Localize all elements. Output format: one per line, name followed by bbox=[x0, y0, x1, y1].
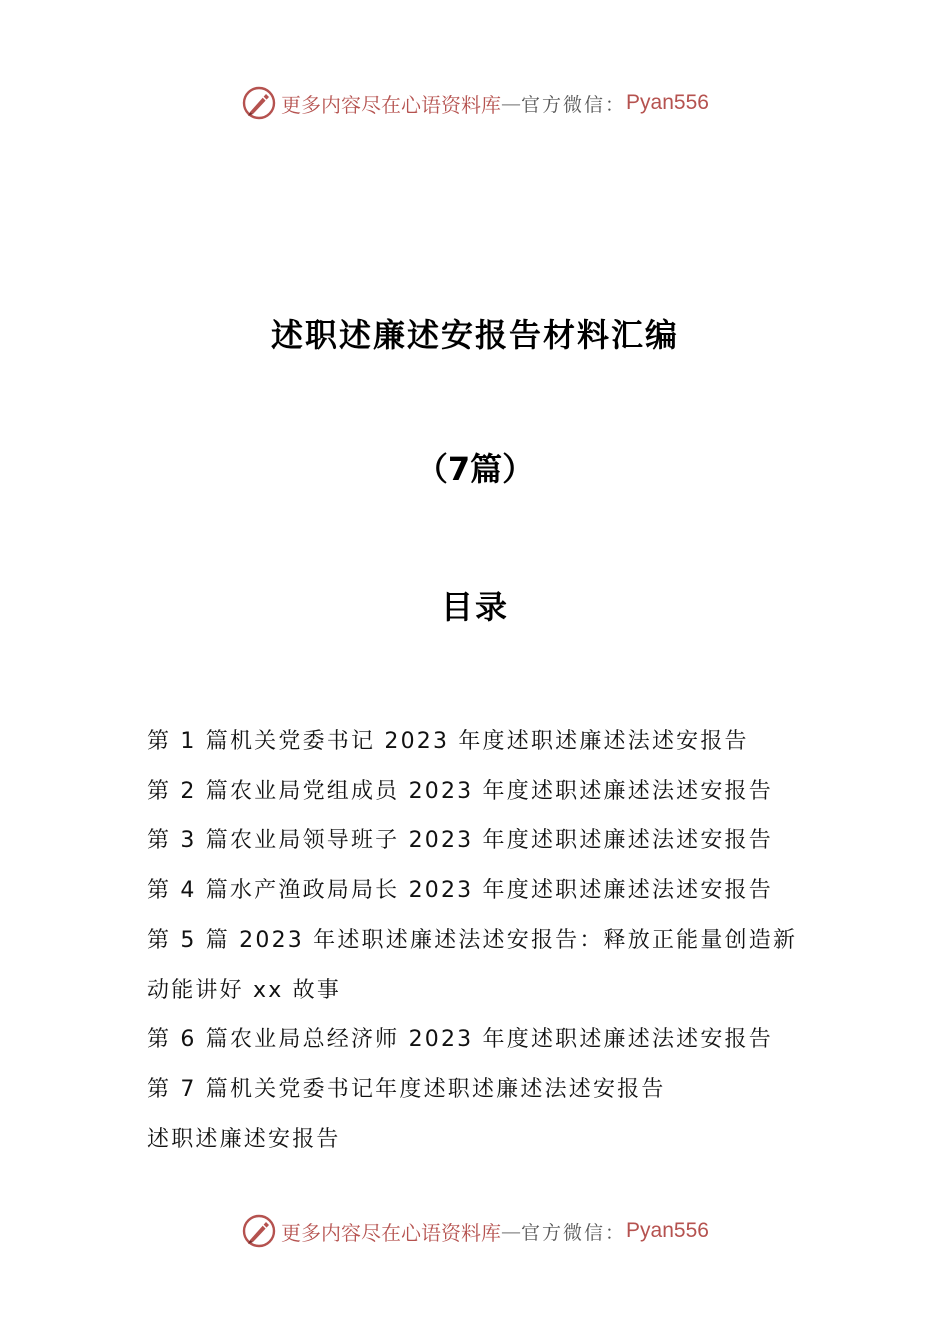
table-of-contents bbox=[147, 717, 817, 1164]
banner-separator: — bbox=[501, 1219, 522, 1243]
banner-wechat-id: Pyan556 bbox=[626, 1219, 709, 1242]
toc-item[interactable]: 第 4 篇水产渔政局局长 2023 年度述职述廉述法述安报告 bbox=[147, 878, 773, 904]
toc-item[interactable]: 第 3 篇农业局领导班子 2023 年度述职述廉述法述安报告 bbox=[147, 828, 773, 854]
toc-item[interactable]: 第 1 篇机关党委书记 2023 年度述职述廉述法述安报告 bbox=[147, 729, 749, 754]
toc-item-continuation[interactable]: 动能讲好 xx 故事 bbox=[147, 977, 342, 1003]
banner-text: 更多内容尽在心语资料库 bbox=[281, 92, 502, 117]
banner-wechat-id: Pyan556 bbox=[626, 91, 709, 114]
header-watermark-banner bbox=[0, 83, 950, 123]
banner-official-label: 官方微信： bbox=[521, 1221, 627, 1244]
toc-item[interactable]: 第 2 篇农业局党组成员 2023 年度述职述廉述法述安报告 bbox=[147, 778, 773, 804]
toc-item[interactable]: 述职述廉述安报告 bbox=[147, 1126, 341, 1152]
banner-official-label: 官方微信： bbox=[521, 93, 627, 116]
document-title: 述职述廉述安报告材料汇编 bbox=[270, 316, 679, 354]
quill-pen-logo-icon bbox=[241, 1213, 277, 1249]
footer-watermark-banner bbox=[0, 1211, 950, 1251]
banner-text: 更多内容尽在心语资料库 bbox=[281, 1220, 502, 1245]
toc-item[interactable]: 第 7 篇机关党委书记年度述职述廉述法述安报告 bbox=[147, 1076, 666, 1102]
quill-pen-logo-icon bbox=[241, 85, 277, 121]
banner-separator: — bbox=[501, 91, 522, 115]
toc-item[interactable]: 第 5 篇 2023 年述职述廉述法述安报告：释放正能量创造新 bbox=[147, 927, 798, 953]
toc-heading: 目录 bbox=[440, 588, 509, 626]
document-subtitle: （7篇） bbox=[415, 450, 535, 488]
toc-item[interactable]: 第 6 篇农业局总经济师 2023 年度述职述廉述法述安报告 bbox=[147, 1027, 773, 1053]
